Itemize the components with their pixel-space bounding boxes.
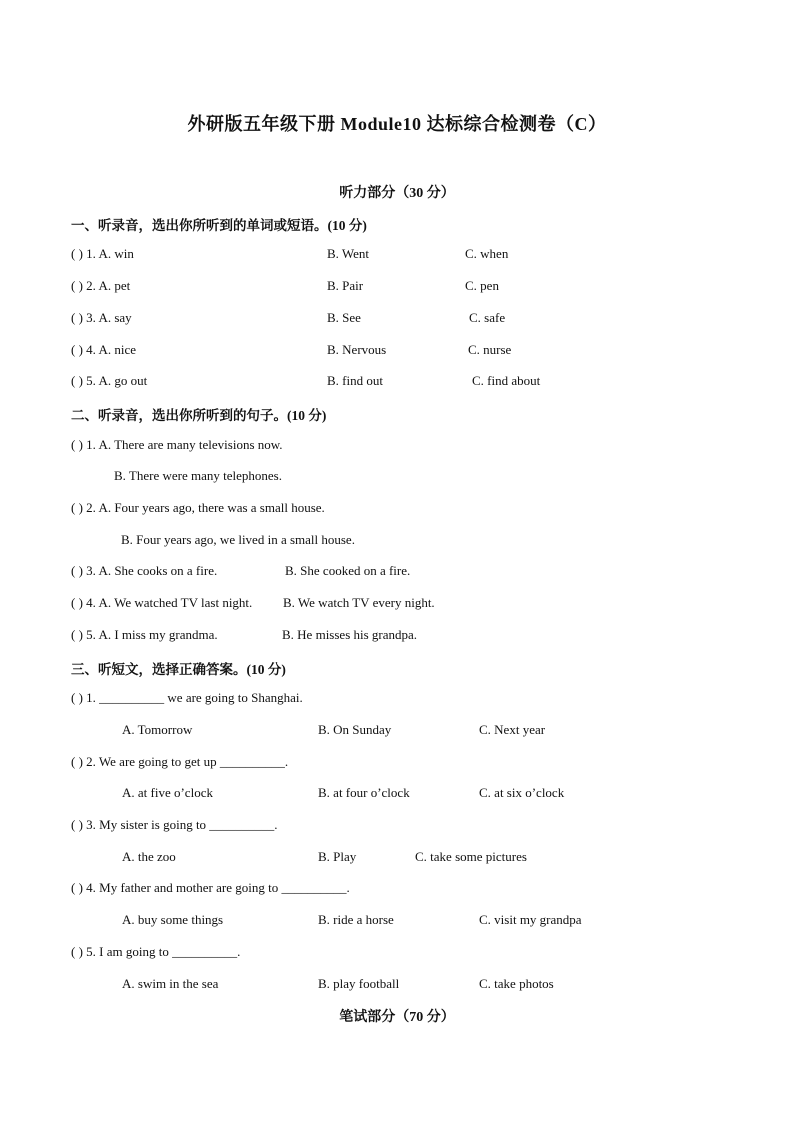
s1-q1-stem: ( ) 1. A. win xyxy=(71,246,134,261)
s3-q3-option-b: B. Play xyxy=(318,849,357,864)
s1-q5-stem: ( ) 5. A. go out xyxy=(71,373,148,388)
section1-heading: 一、听录音，选出你所听到的单词或短语。(10 分) xyxy=(71,218,367,233)
s2-q2-option-b: B. Four years ago, we lived in a small house. xyxy=(121,532,355,547)
s3-q5-stem: ( ) 5. I am going to __________. xyxy=(71,944,241,959)
s2-q1-option-b: B. There were many telephones. xyxy=(114,468,282,483)
s2-q3-option-a: ( ) 3. A. She cooks on a fire. xyxy=(71,563,218,578)
s1-q3-option-c: C. safe xyxy=(469,310,506,325)
written-part-heading: 笔试部分（70 分） xyxy=(339,1010,455,1025)
s3-q5-option-c: C. take photos xyxy=(479,976,554,991)
s2-q1-option-a: ( ) 1. A. There are many televisions now. xyxy=(71,437,283,452)
s2-q5-option-b: B. He misses his grandpa. xyxy=(282,627,418,642)
s3-q1-option-b: B. On Sunday xyxy=(318,722,392,737)
section3-heading: 三、听短文，选择正确答案。(10 分) xyxy=(71,662,286,677)
s3-q5-option-b: B. play football xyxy=(318,976,400,991)
s3-q4-option-b: B. ride a horse xyxy=(318,912,394,927)
s3-q3-stem: ( ) 3. My sister is going to __________. xyxy=(71,817,278,832)
s1-q4-option-b: B. Nervous xyxy=(327,342,387,357)
s1-q2-stem: ( ) 2. A. pet xyxy=(71,278,131,293)
s1-q4-stem: ( ) 4. A. nice xyxy=(71,342,136,357)
s3-q4-option-c: C. visit my grandpa xyxy=(479,912,582,927)
s3-q4-option-a: A. buy some things xyxy=(122,912,224,927)
listening-part-heading: 听力部分（30 分） xyxy=(339,186,455,201)
page-title: 外研版五年级下册 Module10 达标综合检测卷（C） xyxy=(187,114,607,134)
s2-q4-option-b: B. We watch TV every night. xyxy=(283,595,435,610)
s3-q4-stem: ( ) 4. My father and mother are going to __________. xyxy=(71,880,350,895)
s1-q5-option-b: B. find out xyxy=(327,373,383,388)
s2-q5-option-a: ( ) 5. A. I miss my grandma. xyxy=(71,627,218,642)
s2-q3-option-b: B. She cooked on a fire. xyxy=(285,563,411,578)
s3-q2-option-b: B. at four o’clock xyxy=(318,785,410,800)
s3-q1-option-c: C. Next year xyxy=(479,722,546,737)
s3-q5-option-a: A. swim in the sea xyxy=(122,976,219,991)
s1-q1-option-b: B. Went xyxy=(327,246,370,261)
s3-q1-option-a: A. Tomorrow xyxy=(122,722,193,737)
s1-q3-stem: ( ) 3. A. say xyxy=(71,310,132,325)
s1-q2-option-c: C. pen xyxy=(465,278,499,293)
s1-q3-option-b: B. See xyxy=(327,310,361,325)
s3-q3-option-a: A. the zoo xyxy=(122,849,176,864)
s2-q4-option-a: ( ) 4. A. We watched TV last night. xyxy=(71,595,253,610)
s1-q4-option-c: C. nurse xyxy=(468,342,512,357)
s3-q2-stem: ( ) 2. We are going to get up __________. xyxy=(71,754,289,769)
s1-q2-option-b: B. Pair xyxy=(327,278,364,293)
s3-q2-option-c: C. at six o’clock xyxy=(479,785,565,800)
s1-q1-option-c: C. when xyxy=(465,246,509,261)
s2-q2-option-a: ( ) 2. A. Four years ago, there was a small house. xyxy=(71,500,325,515)
s3-q1-stem: ( ) 1. __________ we are going to Shanghai. xyxy=(71,690,303,705)
s3-q2-option-a: A. at five o’clock xyxy=(122,785,213,800)
s3-q3-option-c: C. take some pictures xyxy=(415,849,527,864)
s1-q5-option-c: C. find about xyxy=(472,373,541,388)
section2-heading: 二、听录音，选出你所听到的句子。(10 分) xyxy=(71,408,327,423)
